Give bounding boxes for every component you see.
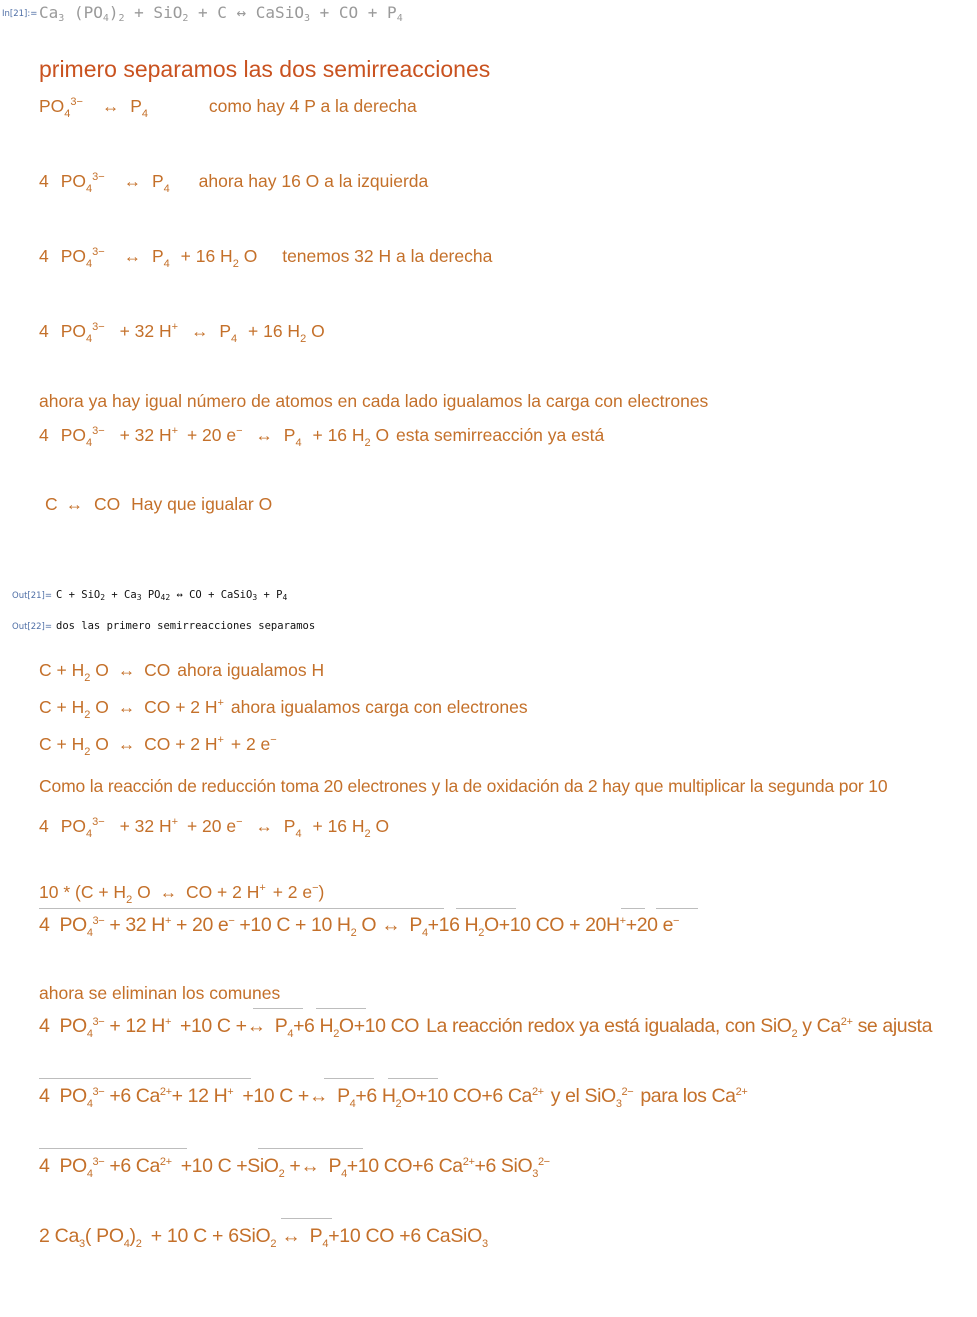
divider <box>39 1078 251 1079</box>
text-line: 4 $PO_4^{3-}$ ↔ $P_4 + 16$ $H_2$ O tenemos 32 H a la derecha <box>39 246 493 270</box>
text-line: 4 $PO_4^{3-} +6$ $Ca^{2+}+ 12$ H+ +10 C +↔ $P_4+6$ $H_2O+10$ CO+6 $Ca^{2+}$ y el SiO$_3^{2-}$ para los $Ca^{2+}$ <box>39 1085 748 1110</box>
text-line: Como la reacción de reducción toma 20 electrones y la de oxidación da 2 hay que multiplicar la segunda por 10 <box>39 776 888 796</box>
output-label: Out[22]= <box>12 622 52 632</box>
section-heading: primero separamos las dos semirreacciones <box>39 56 491 82</box>
text-line: 4 $PO_4^{3-} + 32$ H+ + 20 e− ↔ $P_4 + 16$ $H_2$ O <box>39 816 390 840</box>
divider <box>253 1008 303 1009</box>
divider <box>281 1218 332 1219</box>
text-line: $C + H_2$ O ↔ CO ahora igualamos H <box>39 660 325 684</box>
text-line: $C + H_2$ O ↔ CO + 2 H+ + 2 e− <box>39 734 277 758</box>
divider <box>39 1148 187 1149</box>
input-label: In[21]:= <box>2 9 38 19</box>
text-line: $10 * (C + H_2$ O ↔ CO + 2 H+ + 2 e−) <box>39 882 325 906</box>
divider <box>656 908 698 909</box>
text-line: 4 $PO_4^{3-} + 32$ H+ + 20 e− ↔ $P_4 + 16$ $H_2$ O esta semirreacción ya está <box>39 425 605 449</box>
text-line: 4 $PO_4^{3-}$ ↔ $P_4$ ahora hay 16 O a la izquierda <box>39 171 429 195</box>
text-line: 2 $Ca_3$( $PO_4)_2 + 10$ C + 6SiO$_2$ ↔ $P_4+10$ CO +6 CaSiO$_3$ <box>39 1225 488 1250</box>
divider <box>388 1078 438 1079</box>
text-line: 4 $PO_4^{3-} +6$ $Ca^{2+} +10$ C +SiO$_2$ +↔ $P_4+10$ CO+6 $Ca^{2+}+6$ SiO$_3^{2-}$ <box>39 1155 550 1180</box>
output-cell: dos las primero semirreacciones separamos <box>56 620 316 632</box>
output-cell: $C + SiO_2 + Ca_3$ $PO_{42}$ ↔ CO + CaSiO$_3$ + $P_4$ <box>56 589 288 602</box>
divider <box>316 1008 366 1009</box>
text-line: 4 $PO_4^{3-} + 32$ H+ + 20 e− +10 C + 10 $H_2$ O ↔ $P_4+16$ $H_2O+10$ CO + 20H++20 e− <box>39 914 680 939</box>
input-cell[interactable]: $Ca_3$ $(PO_4)_2 + SiO_2 + C$ ↔ CaSiO$_3$ + CO + $P_4$ <box>39 3 403 24</box>
text-line: ahora ya hay igual número de atomos en cada lado igualamos la carga con electrones <box>39 391 709 411</box>
divider <box>456 908 516 909</box>
text-line: C ↔ CO Hay que igualar O <box>45 494 273 514</box>
divider <box>39 908 444 909</box>
text-line: 4 $PO_4^{3-} + 32$ H+ ↔ $P_4 + 16$ $H_2$ O <box>39 321 325 345</box>
text-line: $PO_4^{3-}$ ↔ $P_4$ como hay 4 P a la derecha <box>39 96 417 120</box>
divider <box>621 908 645 909</box>
divider <box>258 1148 363 1149</box>
output-label: Out[21]= <box>12 591 52 601</box>
text-line: 4 $PO_4^{3-} + 12$ H+ +10 C +↔ $P_4+6$ $H_2O+10$ CO La reacción redox ya está igualada, con SiO$_2$ y $Ca^{2+}$ se ajusta <box>39 1015 933 1040</box>
text-line: $C + H_2$ O ↔ CO + 2 H+ ahora igualamos carga con electrones <box>39 697 528 721</box>
divider <box>324 1078 374 1079</box>
text-line: ahora se eliminan los comunes <box>39 983 281 1003</box>
